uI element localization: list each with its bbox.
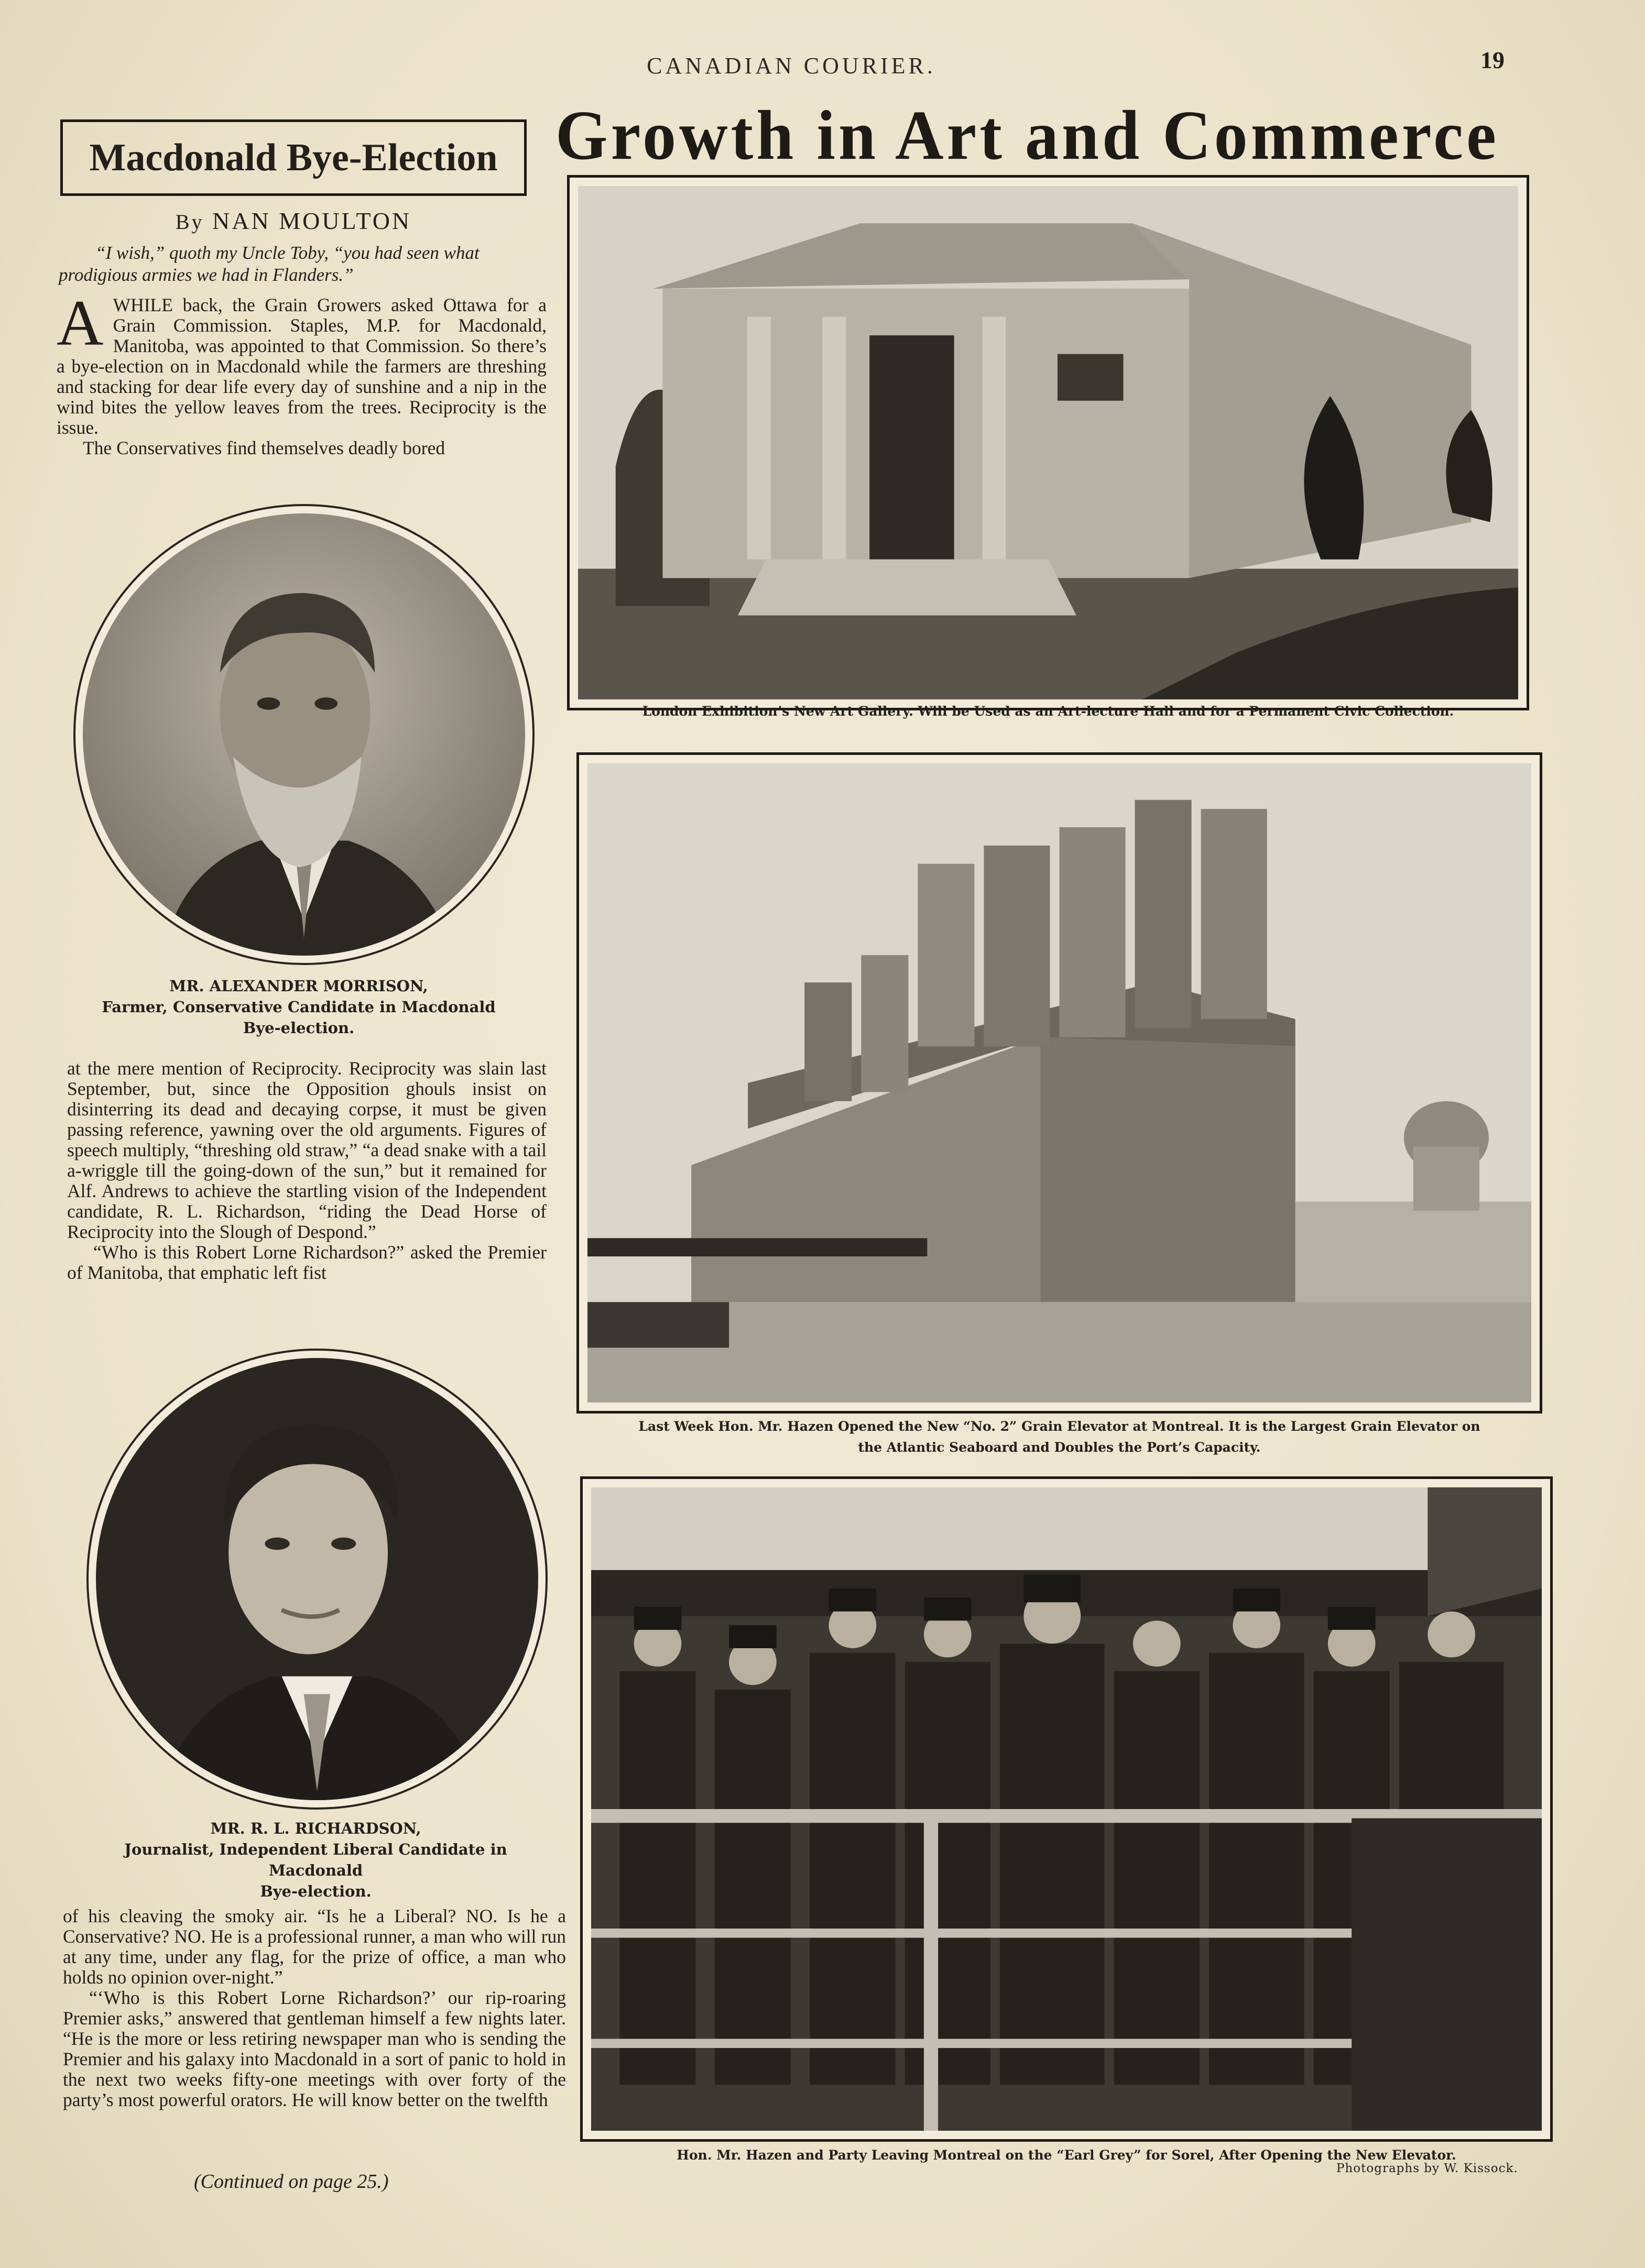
photo-hazen-party-caption: Hon. Mr. Hazen and Party Leaving Montreal on the “Earl Grey” for Sorel, After Opening the New Elevator.	[677, 2148, 1456, 2163]
portrait-richardson	[86, 1349, 548, 1810]
main-headline: Growth in Art and Commerce	[555, 96, 1499, 174]
running-head: CANADIAN COURIER.	[647, 53, 936, 79]
article-title: Macdonald Bye-Election	[89, 136, 498, 179]
photo-art-gallery-caption: London Exhibition’s New Art Gallery. Will be Used as an Art-lecture Hall and for a Permanent Civic Collection.	[642, 704, 1454, 719]
byline	[60, 207, 527, 235]
caption-line: Bye-election.	[243, 1019, 355, 1037]
byline-author: NAN MOULTON	[212, 207, 412, 234]
photo-hazen-party	[580, 1476, 1553, 2142]
caption-line: the Atlantic Seaboard and Doubles the Port’s Capacity.	[858, 1440, 1261, 1455]
caption-line: Farmer, Conservative Candidate in Macdonald	[102, 998, 496, 1016]
caption-line: Bye-election.	[260, 1882, 372, 1900]
epigraph	[59, 242, 530, 286]
caption-line: Last Week Hon. Mr. Hazen Opened the New “No. 2” Grain Elevator at Montreal. It is the Largest Grain Elevator on	[638, 1419, 1480, 1434]
portrait-richardson-caption	[76, 1818, 555, 1902]
article-title-box	[60, 119, 527, 196]
article-paragraph: “‘Who is this Robert Lorne Richardson?’ our rip-roaring Premier asks,” answered that gentleman himself a few nights later. “He is the more or less retiring newspaper man who is sending the Premier and his galaxy into Macdonald in a sort of panic to hold in the next two weeks fifty-one meetings with over forty of the party’s most powerful orators. He will know better on the twelfth	[63, 1987, 566, 2110]
photo-grain-elevator-caption	[576, 1416, 1542, 1458]
portrait-morrison-image	[83, 513, 525, 956]
article-paragraph: The Conservatives find themselves deadly bored	[83, 437, 445, 458]
article-paragraph	[57, 287, 547, 438]
article-body-part-2	[67, 1058, 547, 1283]
article-paragraph: “Who is this Robert Lorne Richardson?” asked the Premier of Manitoba, that emphatic left fist	[67, 1242, 547, 1283]
photo-grain-elevator	[576, 752, 1542, 1414]
article-body-part-1	[57, 287, 547, 458]
caption-name: MR. R. L. RICHARDSON,	[210, 1820, 421, 1837]
photo-credit: Photographs by W. Kissock.	[1336, 2162, 1518, 2175]
caption-name: MR. ALEXANDER MORRISON,	[169, 977, 428, 995]
page-number: 19	[1480, 47, 1505, 73]
continued-note: (Continued on page 25.)	[194, 2171, 389, 2193]
portrait-morrison	[73, 504, 535, 965]
epigraph-text: “I wish,” quoth my Uncle Toby, “you had seen what prodigious armies we had in Flanders.”	[59, 243, 480, 285]
portrait-richardson-image	[96, 1358, 538, 1800]
portrait-morrison-caption	[63, 976, 535, 1038]
byline-by: By	[175, 210, 204, 234]
drop-cap: A	[57, 287, 104, 359]
grain-elevator-image	[587, 763, 1531, 1403]
paragraph-text: WHILE back, the Grain Growers asked Ottawa for a Grain Commission. Staples, M.P. for Macdonald, Manitoba, was appointed to that Commission. So there’s a bye-election on in Macdonald while the farmers are threshing and stacking for dear life every day of sunshine and a nip in the wind bites the yellow leaves from the trees. Reciprocity is the issue.	[57, 294, 547, 438]
hazen-party-image	[591, 1487, 1542, 2131]
art-gallery-image	[578, 186, 1518, 699]
photo-art-gallery	[567, 175, 1529, 710]
article-paragraph: of his cleaving the smoky air. “Is he a Liberal? NO. Is he a Conservative? NO. He is a professional runner, a man who will run at any time, under any flag, for the prize of office, a man who holds no opinion over-night.”	[63, 1905, 566, 1988]
article-body-part-3	[63, 1906, 566, 2110]
article-paragraph: at the mere mention of Reciprocity. Reciprocity was slain last September, but, since the Opposition ghouls insist on disinterring its dead and decaying corpse, it must be given passing reference, yawning over the old arguments. Figures of speech multiply, “threshing old straw,” “a dead snake with a tail a-wriggle till the going-down of the sun,” but it remained for Alf. Andrews to achieve the startling vision of the Independent candidate, R. L. Richardson, “riding the Dead Horse of Reciprocity into the Slough of Despond.”	[67, 1058, 547, 1242]
caption-line: Journalist, Independent Liberal Candidate in Macdonald	[124, 1840, 507, 1879]
